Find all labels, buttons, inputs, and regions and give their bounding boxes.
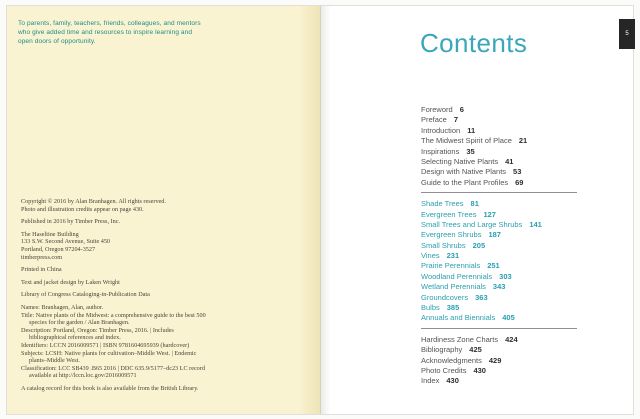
- toc-entry-page: 231: [446, 251, 460, 261]
- colophon-paragraph: [21, 231, 299, 261]
- toc-entry-page: 429: [488, 355, 502, 365]
- toc-entry-page: 424: [505, 334, 518, 344]
- toc-entry-label: Guide to the Plant Profiles: [421, 177, 509, 187]
- toc-section-divider: [421, 328, 577, 329]
- colophon-paragraph: [21, 291, 299, 299]
- toc-entry: [421, 261, 577, 271]
- toc-entry-label: Woodland Perennials: [421, 271, 493, 281]
- colophon-line: Library of Congress Cataloging-in-Publication Data: [21, 291, 150, 299]
- toc-entry-page: 6: [459, 105, 464, 114]
- toc-entry: [421, 345, 577, 355]
- toc-entry: [421, 241, 577, 251]
- toc-entry-label: Small Shrubs: [421, 240, 466, 250]
- toc-entry-page: 363: [475, 292, 488, 302]
- toc-entry: [421, 313, 577, 323]
- colophon-line: Text and jacket design by Laken Wright: [21, 278, 120, 286]
- colophon-line: Description: Portland, Oregon: Timber Press, 2016. | Includes: [21, 326, 174, 334]
- toc-entry-page: 21: [518, 136, 528, 146]
- toc-entry: [421, 220, 577, 230]
- toc-entry: [421, 303, 577, 313]
- toc-entry-label: Vines: [421, 251, 440, 261]
- colophon-block: [21, 198, 299, 397]
- toc-entry-page: 35: [466, 146, 475, 156]
- toc-entry-page: 81: [470, 199, 479, 209]
- toc-entry-label: Annuals and Biennials: [421, 313, 496, 323]
- colophon-line: plants–Middle West.: [29, 357, 80, 365]
- colophon-line: Printed in China: [21, 266, 62, 274]
- page-number: 5: [625, 31, 629, 37]
- toc-entry-label: Acknowledgments: [421, 355, 482, 365]
- colophon-line: A catalog record for this book is also available from the British Library.: [21, 384, 199, 392]
- colophon-paragraph: [21, 198, 299, 213]
- toc-entry: [421, 210, 577, 220]
- toc-entry-label: Photo Credits: [421, 365, 467, 375]
- toc-entry-page: 430: [446, 376, 459, 386]
- contents-title: Contents: [420, 28, 528, 58]
- table-of-contents: [421, 105, 577, 387]
- toc-entry: [421, 272, 577, 282]
- toc-entry-page: 41: [505, 156, 514, 166]
- toc-entry-label: Shade Trees: [421, 199, 464, 209]
- toc-entry-label: Small Trees and Large Shrubs: [421, 219, 523, 229]
- colophon-paragraph: [21, 385, 299, 393]
- toc-entry-label: Bulbs: [421, 303, 440, 313]
- colophon-line: Portland, Oregon 97204-3527: [21, 245, 96, 253]
- toc-entry-label: Preface: [421, 115, 447, 125]
- contents-page: [320, 6, 633, 414]
- toc-entry-label: Wetland Perennials: [421, 282, 486, 292]
- toc-entry-page: 405: [502, 313, 515, 323]
- toc-section: [421, 105, 577, 188]
- copyright-page: [7, 6, 320, 414]
- colophon-line: Names: Branhagen, Alan, author.: [21, 303, 104, 311]
- toc-entry: [421, 293, 577, 303]
- toc-section-divider: [421, 192, 577, 193]
- toc-entry: [421, 167, 577, 177]
- toc-entry-page: 11: [467, 125, 476, 135]
- toc-entry-page: 303: [499, 271, 512, 281]
- dedication-line: open doors of opportunity.: [18, 37, 96, 45]
- toc-entry-label: Evergreen Shrubs: [421, 230, 482, 240]
- toc-section: [421, 335, 577, 387]
- dedication-text: [18, 20, 201, 46]
- colophon-line: Published in 2016 by Timber Press, Inc.: [21, 218, 121, 226]
- dedication-line: To parents, family, teachers, friends, colleagues, and mentors: [18, 20, 201, 27]
- toc-entry-page: 343: [492, 282, 506, 292]
- colophon-paragraph: [21, 266, 299, 274]
- toc-entry-label: Prairie Perennials: [421, 261, 481, 271]
- dedication-line: who give added time and resources to inspire learning and: [18, 28, 193, 36]
- toc-section: [421, 199, 577, 324]
- toc-entry-label: Foreword: [421, 105, 453, 114]
- toc-entry-label: Index: [421, 376, 440, 386]
- colophon-line: Identifiers: LCCN 2016009571 | ISBN 9781604695939 (hardcover): [21, 341, 190, 349]
- toc-entry-page: 251: [487, 261, 500, 271]
- toc-entry: [421, 126, 577, 136]
- toc-entry-label: Selecting Native Plants: [421, 156, 499, 166]
- toc-entry-page: 53: [513, 167, 522, 177]
- toc-entry: [421, 356, 577, 366]
- colophon-line: Subjects: LCSH: Native plants for cultivation–Middle West. | Endemic: [21, 349, 197, 357]
- toc-entry: [421, 105, 577, 115]
- colophon-paragraph: [21, 279, 299, 287]
- toc-entry-label: Hardiness Zone Charts: [421, 334, 499, 344]
- toc-entry-label: Inspirations: [421, 146, 460, 156]
- toc-entry-page: 141: [529, 219, 542, 229]
- toc-entry-page: 127: [483, 209, 496, 219]
- toc-entry-page: 205: [472, 240, 486, 250]
- toc-entry-label: Introduction: [421, 125, 461, 135]
- toc-entry: [421, 335, 577, 345]
- toc-entry-page: 430: [473, 365, 486, 375]
- toc-entry-label: Groundcovers: [421, 292, 469, 302]
- toc-entry: [421, 230, 577, 240]
- colophon-line: available at http://lccn.loc.gov/2016009571: [29, 372, 137, 380]
- toc-entry: [421, 199, 577, 209]
- toc-entry-label: Evergreen Trees: [421, 209, 477, 219]
- colophon-paragraph: [21, 218, 299, 226]
- toc-entry: [421, 366, 577, 376]
- colophon-line: timberpress.com: [21, 253, 63, 261]
- colophon-line: Title: Native plants of the Midwest: a comprehensive guide to the best 500: [21, 311, 206, 319]
- toc-entry-label: Bibliography: [421, 345, 463, 355]
- toc-entry: [421, 147, 577, 157]
- colophon-line: The Haseltine Building: [21, 230, 79, 238]
- book-spread: [6, 5, 634, 415]
- colophon-line: species for the garden / Alan Branhagen.: [29, 319, 130, 327]
- toc-entry: [421, 178, 577, 188]
- toc-entry: [421, 157, 577, 167]
- toc-entry-page: 425: [469, 345, 482, 355]
- toc-entry-label: Design with Native Plants: [421, 167, 507, 177]
- toc-entry: [421, 136, 577, 146]
- toc-entry-page: 69: [515, 177, 524, 187]
- colophon-line: Photo and illustration credits appear on page 430.: [21, 205, 144, 213]
- toc-entry: [421, 282, 577, 292]
- toc-entry-page: 7: [453, 115, 459, 125]
- toc-entry-page: 187: [488, 230, 501, 240]
- toc-entry-label: The Midwest Spirit of Place: [421, 136, 512, 146]
- colophon-line: Classification: LCC SB439 .B65 2016 | DDC 635.9/5177–dc23 LC record: [21, 364, 205, 372]
- toc-entry-page: 385: [446, 303, 460, 313]
- colophon-line: bibliographical references and index.: [29, 334, 121, 342]
- colophon-paragraph: [21, 304, 299, 380]
- toc-entry: [421, 251, 577, 261]
- page-number-tab: [619, 19, 635, 49]
- colophon-line: 133 S.W. Second Avenue, Suite 450: [21, 238, 111, 246]
- toc-entry: [421, 115, 577, 125]
- colophon-line: Copyright © 2016 by Alan Branhagen. All rights reserved.: [21, 198, 166, 205]
- toc-entry: [421, 376, 577, 386]
